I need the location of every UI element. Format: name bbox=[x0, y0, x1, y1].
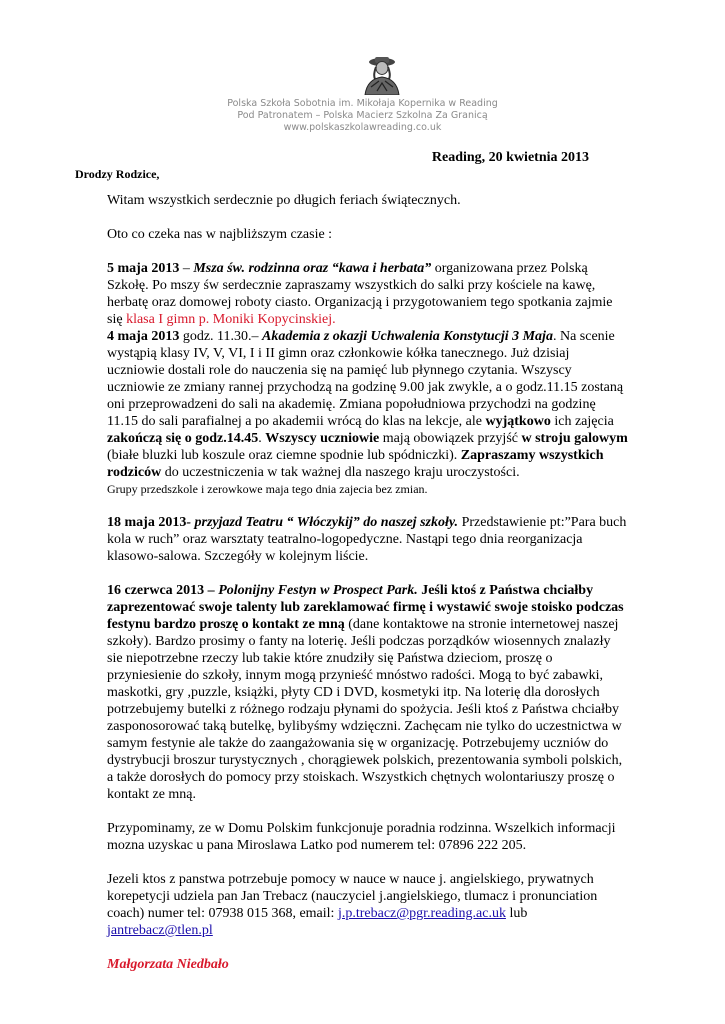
event-academy-note: Grupy przedszkole i zerowkowe maja tego dnia zajecia bez zmian. bbox=[107, 482, 428, 496]
reminder-paragraph: Przypominamy, ze w Domu Polskim funkcjonuje poradnia rodzinna. Wszelkich informacji mozna uzyskac u pana Miroslawa Latko pod numerem tel: 07896 222 205. bbox=[107, 821, 616, 853]
event-festival-date: 16 czerwca 2013 – bbox=[107, 583, 219, 598]
header-line-2: Pod Patronatem – Polska Macierz Szkolna Za Granicą bbox=[237, 110, 488, 121]
event-mass-organizer: klasa I gimn p. Moniki Kopycinskiej. bbox=[126, 312, 336, 327]
event-mass-date: 5 maja 2013 bbox=[107, 261, 180, 276]
event-theatre: 18 maja 2013- przyjazd Teatru “ Włóczykij” do naszej szkoły. Przedstawienie pt:”Para buch kola w ruch” oraz warsztaty teatralno-logopedyczne. Nastąpi tego dnia reorganizacja klasowo-salowa. Szczegóły w kolejnym liście. bbox=[107, 515, 627, 564]
header-website: www.polskaszkolawreading.co.uk bbox=[283, 122, 442, 133]
event-academy-title: Akademia z okazji Uchwalenia Konstytucji 3 Maja bbox=[262, 329, 553, 344]
greeting: Drodzy Rodzice, bbox=[75, 167, 160, 181]
letter-body bbox=[107, 192, 629, 973]
tutor-email-link-1[interactable]: j.p.trebacz@pgr.reading.ac.uk bbox=[337, 906, 506, 921]
event-academy-date: 4 maja 2013 bbox=[107, 329, 180, 344]
tutor-paragraph: Jezeli ktos z panstwa potrzebuje pomocy w nauce w nauce j. angielskiego, prywatnych korepetycji udziela pan Jan Trebacz (nauczyciel j.angielskiego, tlumacz i pronunciation coach) numer tel: 07938 015 368, email: j.p.trebacz@pgr.reading.ac.uk lub jantrebacz@tlen.pl bbox=[107, 872, 598, 938]
event-academy: 4 maja 2013 godz. 11.30.– Akademia z okazji Uchwalenia Konstytucji 3 Maja. Na scenie wystąpią klasy IV, V, VI, I i II gimn oraz członkowie kółka tanecznego. Już dzisiaj uczniowie dostali role do nauczenia się na pamięć lub płynnego czytania. Wszyscy uczniowie ze zmiany rannej przychodzą na godzinę 9.00 jak zwykle, a o godz.11.15 zostaną oni przeprowadzeni do sali na akademię. Zmiana popołudniowa przychodzi na godzinę 11.15 do sali parafialnej a po akademii wrócą do klas na lekcje, ale wyjątkowo ich zajęcia zakończą się o godz.14.45. Wszyscy uczniowie mają obowiązek przyjść w stroju galowym (białe bluzki lub koszule oraz ciemne spodnie lub spódniczki). Zapraszamy wszystkich rodziców do uczestniczenia w tak ważnej dla naszego kraju uroczystości. bbox=[107, 329, 628, 480]
event-theatre-date: 18 maja 2013 bbox=[107, 515, 187, 530]
copernicus-logo bbox=[359, 53, 405, 95]
tutor-email-link-2[interactable]: jantrebacz@tlen.pl bbox=[107, 923, 213, 938]
event-mass: 5 maja 2013 – Msza św. rodzinna oraz “kawa i herbata” organizowana przez Polską Szkołę. Po mszy św serdecznie zapraszamy wszystkich do salki przy kościele na kawę, herbatę oraz domowej roboty ciasto. Organizacją i przygotowaniem tego spotkania zajmie się klasa I gimn p. Moniki Kopycinskiej. bbox=[107, 261, 613, 327]
intro-paragraph: Witam wszystkich serdecznie po długich feriach świątecznych. bbox=[107, 193, 461, 208]
school-header bbox=[0, 98, 725, 134]
signature: Małgorzata Niedbało bbox=[107, 957, 229, 972]
letter-date: Reading, 20 kwietnia 2013 bbox=[431, 150, 589, 165]
header-line-1: Polska Szkoła Sobotnia im. Mikołaja Kopernika w Reading bbox=[227, 98, 498, 109]
event-festival: 16 czerwca 2013 – Polonijny Festyn w Prospect Park. Jeśli ktoś z Państwa chciałby zaprezentować swoje talenty lub zareklamować firmę i wystawić swoje stoisko podczas festynu bardzo proszę o kontakt ze mną (dane kontaktowe na stronie internetowej naszej szkoły). Bardzo prosimy o fanty na loterię. Jeśli podczas porządków wiosennych znalazły sie niepotrzebne rzeczy lub takie które znudziły się Państwa dzieciom, proszę o przyniesienie do szkoły, innym mogą przynieść mnóstwo radości. Mogą to być zabawki, maskotki, gry ,puzzle, książki, płyty CD i DVD, kosmetyki itp. Na loterię dla dorosłych potrzebujemy butelki z różnego rodzaju płynami do spożycia. Jeśli ktoś z Państwa chciałby zasponosorować taką butelkę, bylibyśmy wdzięczni. Zachęcam nie tylko do uczestnictwa w samym festynie ale także do zaangażowania się w organizację. Potrzebujemy uczniów do dystrybucji broszur turystycznych , chorągiewek polskich, prezentowania symboli polskich, a także dorosłych do pomocy przy stoiskach. Wszystkich chętnych wolontariuszy proszę o kontakt ze mną. bbox=[107, 583, 624, 802]
event-festival-title: Polonijny Festyn w Prospect Park. bbox=[218, 583, 418, 598]
event-theatre-title: - przyjazd Teatru “ Włóczykij” do naszej szkoły. bbox=[186, 515, 459, 530]
upcoming-paragraph: Oto co czeka nas w najbliższym czasie : bbox=[107, 227, 333, 242]
event-mass-title: Msza św. rodzinna oraz “kawa i herbata” bbox=[193, 261, 432, 276]
